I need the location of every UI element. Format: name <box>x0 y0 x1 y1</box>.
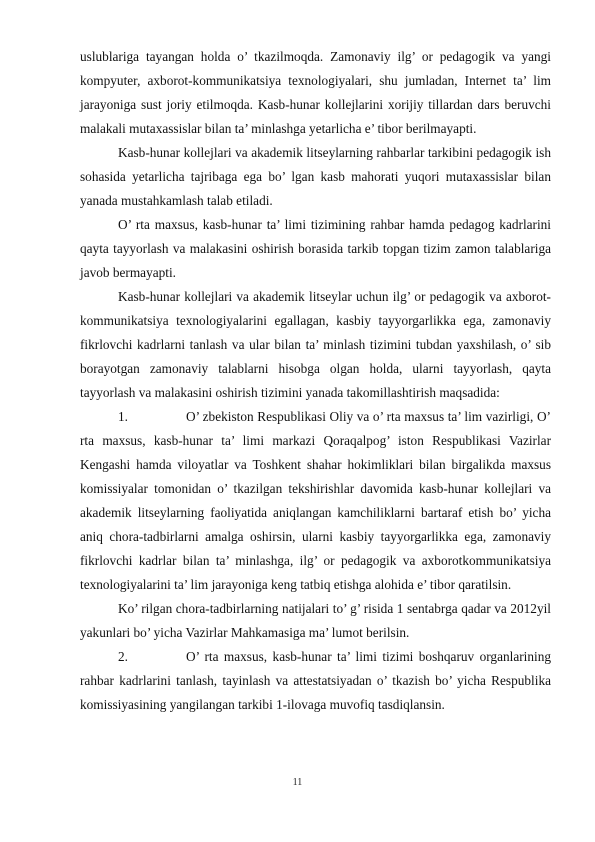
paragraph-2: Kasb-hunar kollejlari va akademik litseylarning rahbarlar tarkibini pedagogik ish sohasida yetarlicha tajribaga ega bo’ lgan kasb mahorati yuqori mutaxassislar bilan yanada mustahkamlash talab etiladi. <box>80 145 551 208</box>
numbered-item-1 <box>80 405 551 597</box>
item-number: 2. <box>118 649 128 664</box>
paragraph-3: O’ rta maxsus, kasb-hunar ta’ limi tizimining rahbar hamda pedagog kadrlarini qayta tayyorlash va malakasini oshirish borasida tarkib topgan tizim zamon talablariga javob bermayapti. <box>80 217 551 280</box>
item-text: O’ rta maxsus, kasb-hunar ta’ limi tizimi boshqaruv organlarining rahbar kadrlarini tanlash, tayinlash va attestatsiyadan o’ tkazish bo’ yicha Respublika komissiyasining yangilangan tarkibi 1-ilovaga muvofiq tasdiqlansin. <box>80 649 551 712</box>
paragraph-followup: Ko’ rilgan chora-tadbirlarning natijalari to’ g’ risida 1 sentabrga qadar va 2012yil yakunlari bo’ yicha Vazirlar Mahkamasiga ma’ lumot berilsin. <box>80 601 551 640</box>
page-number: 11 <box>292 777 303 788</box>
paragraph-4: Kasb-hunar kollejlari va akademik litseylar uchun ilg’ or pedagogik va axborot-kommunikatsiya texnologiyalarini egallagan, kasbiy tayyorgarlikka ega, zamonaviy fikrlovchi kadrlarni tanlash va ular bilan ta’ minlash tizimini tubdan yaxshilash, o’ sib borayotgan zamonaviy talablarni hisobga olgan holda, ularni tayyorlash, qayta tayyorlash va malakasini oshirish tizimini yanada takomillashtirish maqsadida: <box>80 289 551 400</box>
numbered-item-2 <box>80 645 551 717</box>
paragraph-1: uslublariga tayangan holda o’ tkazilmoqda. Zamonaviy ilg’ or pedagogik va yangi kompyuter, axborot-kommunikatsiya texnologiyalari, shu jumladan, Internet ta’ lim jarayoniga sust joriy etilmoqda. Kasb-hunar kollejlarini xorijiy tillardan dars beruvchi malakali mutaxassislar bilan ta’ minlashga yetarlicha e’ tibor berilmayapti. <box>80 49 551 136</box>
document-page <box>80 45 551 717</box>
item-number: 1. <box>118 409 128 424</box>
item-text: O’ zbekiston Respublikasi Oliy va o’ rta maxsus ta’ lim vazirligi, O’ rta maxsus, kasb-hunar ta’ limi markazi Qoraqalpog’ iston Respublikasi Vazirlar Kengashi hamda viloyatlar va Toshkent shahar hokimliklari bilan birgalikda maxsus komissiyalar tomonidan o’ tkazilgan tekshirishlar davomida kasb-hunar kollejlari va akademik litseylarning faoliyatida aniqlangan kamchiliklarni bartaraf etish bo’ yicha aniq chora-tadbirlarni amalga oshirsin, ularni kasbiy tayyorgarlikka ega, zamonaviy fikrlovchi kadrlar bilan ta’ minlashga, ilg’ or pedagogik va axborotkommunikatsiya texnologiyalarini ta’ lim jarayoniga keng tatbiq etishga alohida e’ tibor qaratilsin. <box>80 409 551 592</box>
